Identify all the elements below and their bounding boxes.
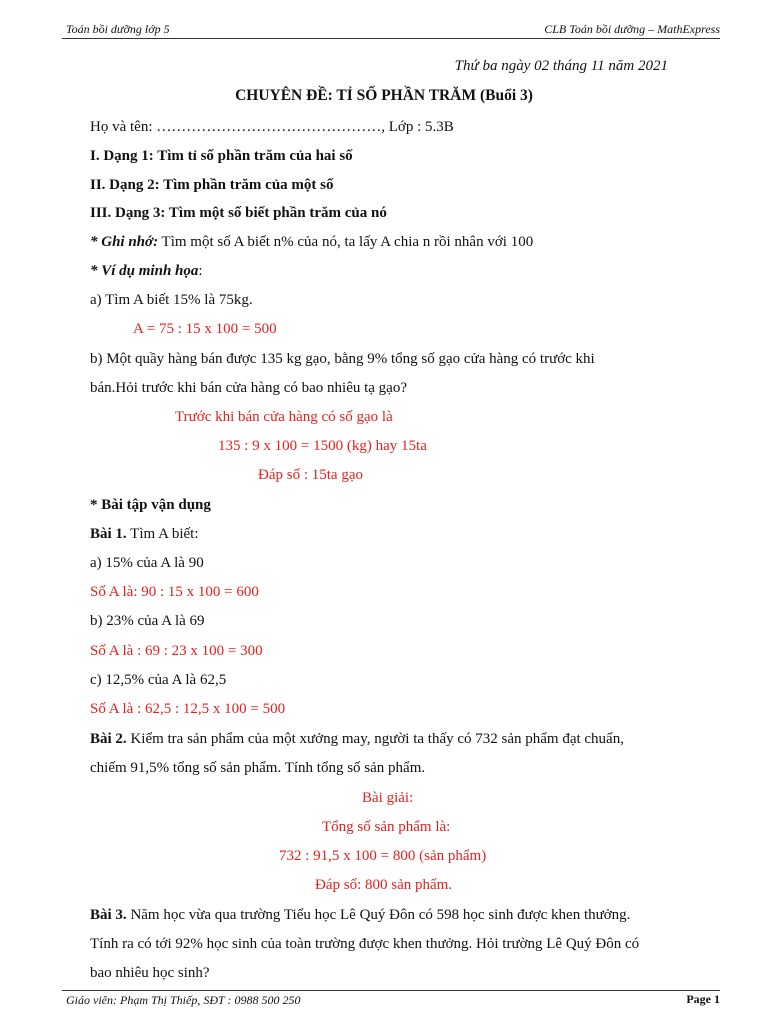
section-2: II. Dạng 2: Tìm phần trăm của một số (90, 177, 334, 193)
bai2-answer-1: Bài giải: (362, 790, 414, 806)
bai1-c-answer: Số A là : 62,5 : 12,5 x 100 = 500 (90, 701, 286, 717)
bai2-line-2: chiếm 91,5% tổng số sản phẩm. Tính tổng số sản phẩm. (90, 760, 426, 776)
example-b-answer-2: 135 : 9 x 100 = 1500 (kg) hay 15ta (218, 438, 427, 454)
section-1: I. Dạng 1: Tìm tỉ số phần trăm của hai số (90, 148, 353, 164)
header-left: Toán bồi dưỡng lớp 5 (66, 22, 170, 36)
bai1-label: Bài 1. (90, 526, 127, 542)
footer-left: Giáo viên: Phạm Thị Thiếp, SĐT : 0988 500 250 (66, 993, 301, 1007)
bai2-answer-4: Đáp số: 800 sản phẩm. (315, 877, 453, 893)
bai3-line-2: Tính ra có tới 92% học sinh của toàn trường được khen thưởng. Hỏi trường Lê Quý Đôn có (90, 936, 640, 952)
document-title: CHUYÊN ĐỀ: TỈ SỐ PHẦN TRĂM (Buổi 3) (235, 87, 533, 104)
note-text: Tìm một số A biết n% của nó, ta lấy A chia n rồi nhân với 100 (158, 234, 534, 250)
bai2-line-1 (90, 731, 624, 748)
bai1-a-answer: Số A là: 90 : 15 x 100 = 600 (90, 584, 259, 600)
bai1-c: c) 12,5% của A là 62,5 (90, 672, 227, 688)
page-header (62, 20, 720, 39)
example-heading (90, 263, 203, 280)
example-label: * Ví dụ minh họa (90, 263, 199, 279)
bai3-label: Bài 3. (90, 907, 127, 923)
header-right: CLB Toán bồi dưỡng – MathExpress (544, 22, 720, 36)
bai2-label: Bài 2. (90, 731, 127, 747)
note-line (90, 234, 533, 251)
example-a-answer: A = 75 : 15 x 100 = 500 (133, 321, 277, 337)
bai1-b-answer: Số A là : 69 : 23 x 100 = 300 (90, 643, 263, 659)
bai1-b: b) 23% của A là 69 (90, 613, 205, 629)
example-b-answer-3: Đáp số : 15ta gạo (258, 467, 363, 483)
date-line: Thứ ba ngày 02 tháng 11 năm 2021 (454, 58, 668, 74)
bai2-answer-2: Tổng số sản phẩm là: (322, 819, 451, 835)
bai2-answer-3: 732 : 91,5 x 100 = 800 (sản phẩm) (279, 848, 487, 864)
example-colon: : (198, 263, 203, 279)
bai1-text: Tìm A biết: (126, 526, 199, 542)
bai1-a: a) 15% của A là 90 (90, 555, 204, 571)
example-b-question-1: b) Một quầy hàng bán được 135 kg gạo, bằng 9% tổng số gạo cửa hàng có trước khi (90, 351, 595, 367)
page-footer (62, 990, 720, 1009)
bai3-text-1: Năm học vừa qua trường Tiểu học Lê Quý Đôn có 598 học sinh được khen thưởng. (126, 907, 631, 923)
note-label: * Ghi nhớ: (90, 234, 159, 250)
bai3-line-1 (90, 907, 630, 924)
section-3: III. Dạng 3: Tìm một số biết phần trăm của nó (90, 205, 387, 221)
example-a-question: a) Tìm A biết 15% là 75kg. (90, 292, 253, 308)
example-b-answer-1: Trước khi bán cửa hàng có số gạo là (175, 409, 393, 425)
bai3-line-3: bao nhiêu học sinh? (90, 965, 210, 981)
bai1-line (90, 526, 199, 543)
bai2-text-1: Kiểm tra sản phẩm của một xưởng may, người ta thấy có 732 sản phẩm đạt chuẩn, (126, 731, 624, 747)
example-b-question-2: bán.Hỏi trước khi bán cửa hàng có bao nhiêu tạ gạo? (90, 380, 407, 396)
practice-heading: * Bài tập vận dụng (90, 497, 211, 513)
name-line: Họ và tên: ………………………………………, Lớp : 5.3B (90, 119, 454, 135)
page-number: Page 1 (686, 992, 720, 1006)
